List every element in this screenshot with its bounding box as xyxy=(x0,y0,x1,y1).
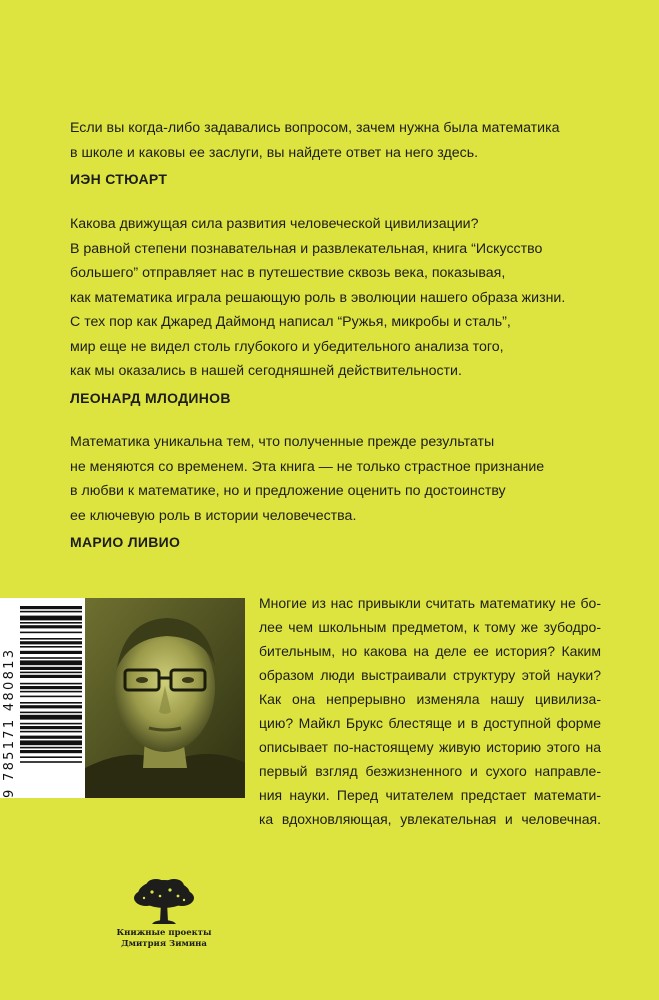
publisher-logo xyxy=(108,876,220,950)
tree-icon xyxy=(132,876,196,928)
barcode-bar xyxy=(20,606,82,609)
quote-author: ЛЕОНАРД МЛОДИНОВ xyxy=(70,389,231,406)
barcode-bar xyxy=(20,641,82,644)
quote-line: ее ключевую роль в истории человечества. xyxy=(70,507,357,524)
quote-line: в любви к математике, но и предложение оценить по достоинству xyxy=(70,483,506,499)
blurb-line: цию? Майкл Брукс блестяще и в доступной форме xyxy=(259,715,601,731)
blurb-line: лее чем школьным предметом, к тому же зубодро- xyxy=(259,619,601,635)
quote-line: не меняются со временем. Эта книга — не только страстное признание xyxy=(70,458,545,475)
barcode-bar xyxy=(20,686,82,689)
barcode-bar xyxy=(20,638,82,640)
book-blurb xyxy=(259,591,601,831)
barcode-bar xyxy=(20,675,82,678)
blurb-line: бительным, но какова на деле ее история? Каким xyxy=(259,643,601,659)
quote-line: В равной степени познавательная и развлекательная, книга “Искусство xyxy=(70,240,543,257)
quote-block-1 xyxy=(70,116,610,192)
barcode-digits: 9 785171 480813 xyxy=(2,647,17,798)
quote-author: МАРИО ЛИВИО xyxy=(70,534,181,550)
publisher-name-line2: Дмитрия Зимина xyxy=(121,939,207,949)
blurb-line: ния науки. Перед читателем предстает математи- xyxy=(259,787,601,803)
blurb-line: ка вдохновляющая, увлекательная и человечная. xyxy=(259,811,601,827)
barcode-bar xyxy=(20,625,82,628)
barcode-bar xyxy=(20,705,82,708)
barcode-bar xyxy=(20,750,82,753)
barcode-bar xyxy=(20,651,82,654)
barcode-bar xyxy=(20,747,82,749)
quote-line: как мы оказались в нашей сегодняшней действительности. xyxy=(70,363,462,379)
barcode-bar xyxy=(20,691,82,693)
barcode-bar xyxy=(20,672,82,674)
quote-line: С тех пор как Джаред Даймонд написал “Ружья, микробы и сталь”, xyxy=(70,314,511,330)
blurb-line: первый взгляд безжизненного и сухого направле- xyxy=(259,763,601,779)
barcode-bar xyxy=(20,632,82,634)
quote-line: Какова движущая сила развития человеческой цивилизации? xyxy=(70,216,479,232)
quote-line: Математика уникальна тем, что полученные прежде результаты xyxy=(70,434,495,450)
publisher-name-line1: Книжные проекты xyxy=(116,928,212,938)
barcode-bar xyxy=(20,611,82,613)
barcode-bar xyxy=(20,731,82,733)
barcode-bar xyxy=(20,736,82,739)
barcode-bar xyxy=(20,683,82,685)
barcode-bar xyxy=(20,740,82,745)
barcode-bar xyxy=(20,667,82,670)
isbn-barcode xyxy=(0,598,85,798)
barcode-bar xyxy=(20,657,82,659)
barcode-bar xyxy=(20,715,82,720)
quote-line: Если вы когда-либо задавались вопросом, зачем нужна была математика xyxy=(70,120,560,136)
barcode-bar xyxy=(20,726,82,729)
quote-line: в школе и каковы ее заслуги, вы найдете ответ на него здесь. xyxy=(70,144,479,161)
barcode-bar xyxy=(20,712,82,714)
blurb-line: образом люди выстраивали структуру этой науки? xyxy=(259,667,601,683)
barcode-bar xyxy=(20,616,82,621)
blurb-line: Многие из нас привыкли считать математику не бо- xyxy=(259,595,601,611)
quote-block-3 xyxy=(70,430,610,555)
author-photo xyxy=(85,598,245,798)
barcode-bar xyxy=(20,702,82,704)
quote-author: ИЭН СТЮАРТ xyxy=(70,171,168,187)
blurb-line: описывает по-настоящему живую историю этого на xyxy=(259,739,601,755)
barcode-bar xyxy=(20,622,82,624)
quote-line: большего” отправляет нас в путешествие сквозь века, показывая, xyxy=(70,265,506,281)
blurb-line: Как она непрерывно изменяла нашу цивилиза- xyxy=(259,691,601,707)
barcode-bar xyxy=(20,660,82,665)
barcode-bar xyxy=(20,646,82,648)
quote-line: как математика играла решающую роль в эволюции нашего образа жизни. xyxy=(70,289,566,306)
barcode-bar xyxy=(20,756,82,758)
quote-line: мир еще не видел столь глубокого и убедительного анализа того, xyxy=(70,338,504,355)
barcode-bar xyxy=(20,696,82,698)
quote-block-2 xyxy=(70,212,610,410)
barcode-bar xyxy=(20,723,82,725)
barcode-bar xyxy=(20,761,82,763)
